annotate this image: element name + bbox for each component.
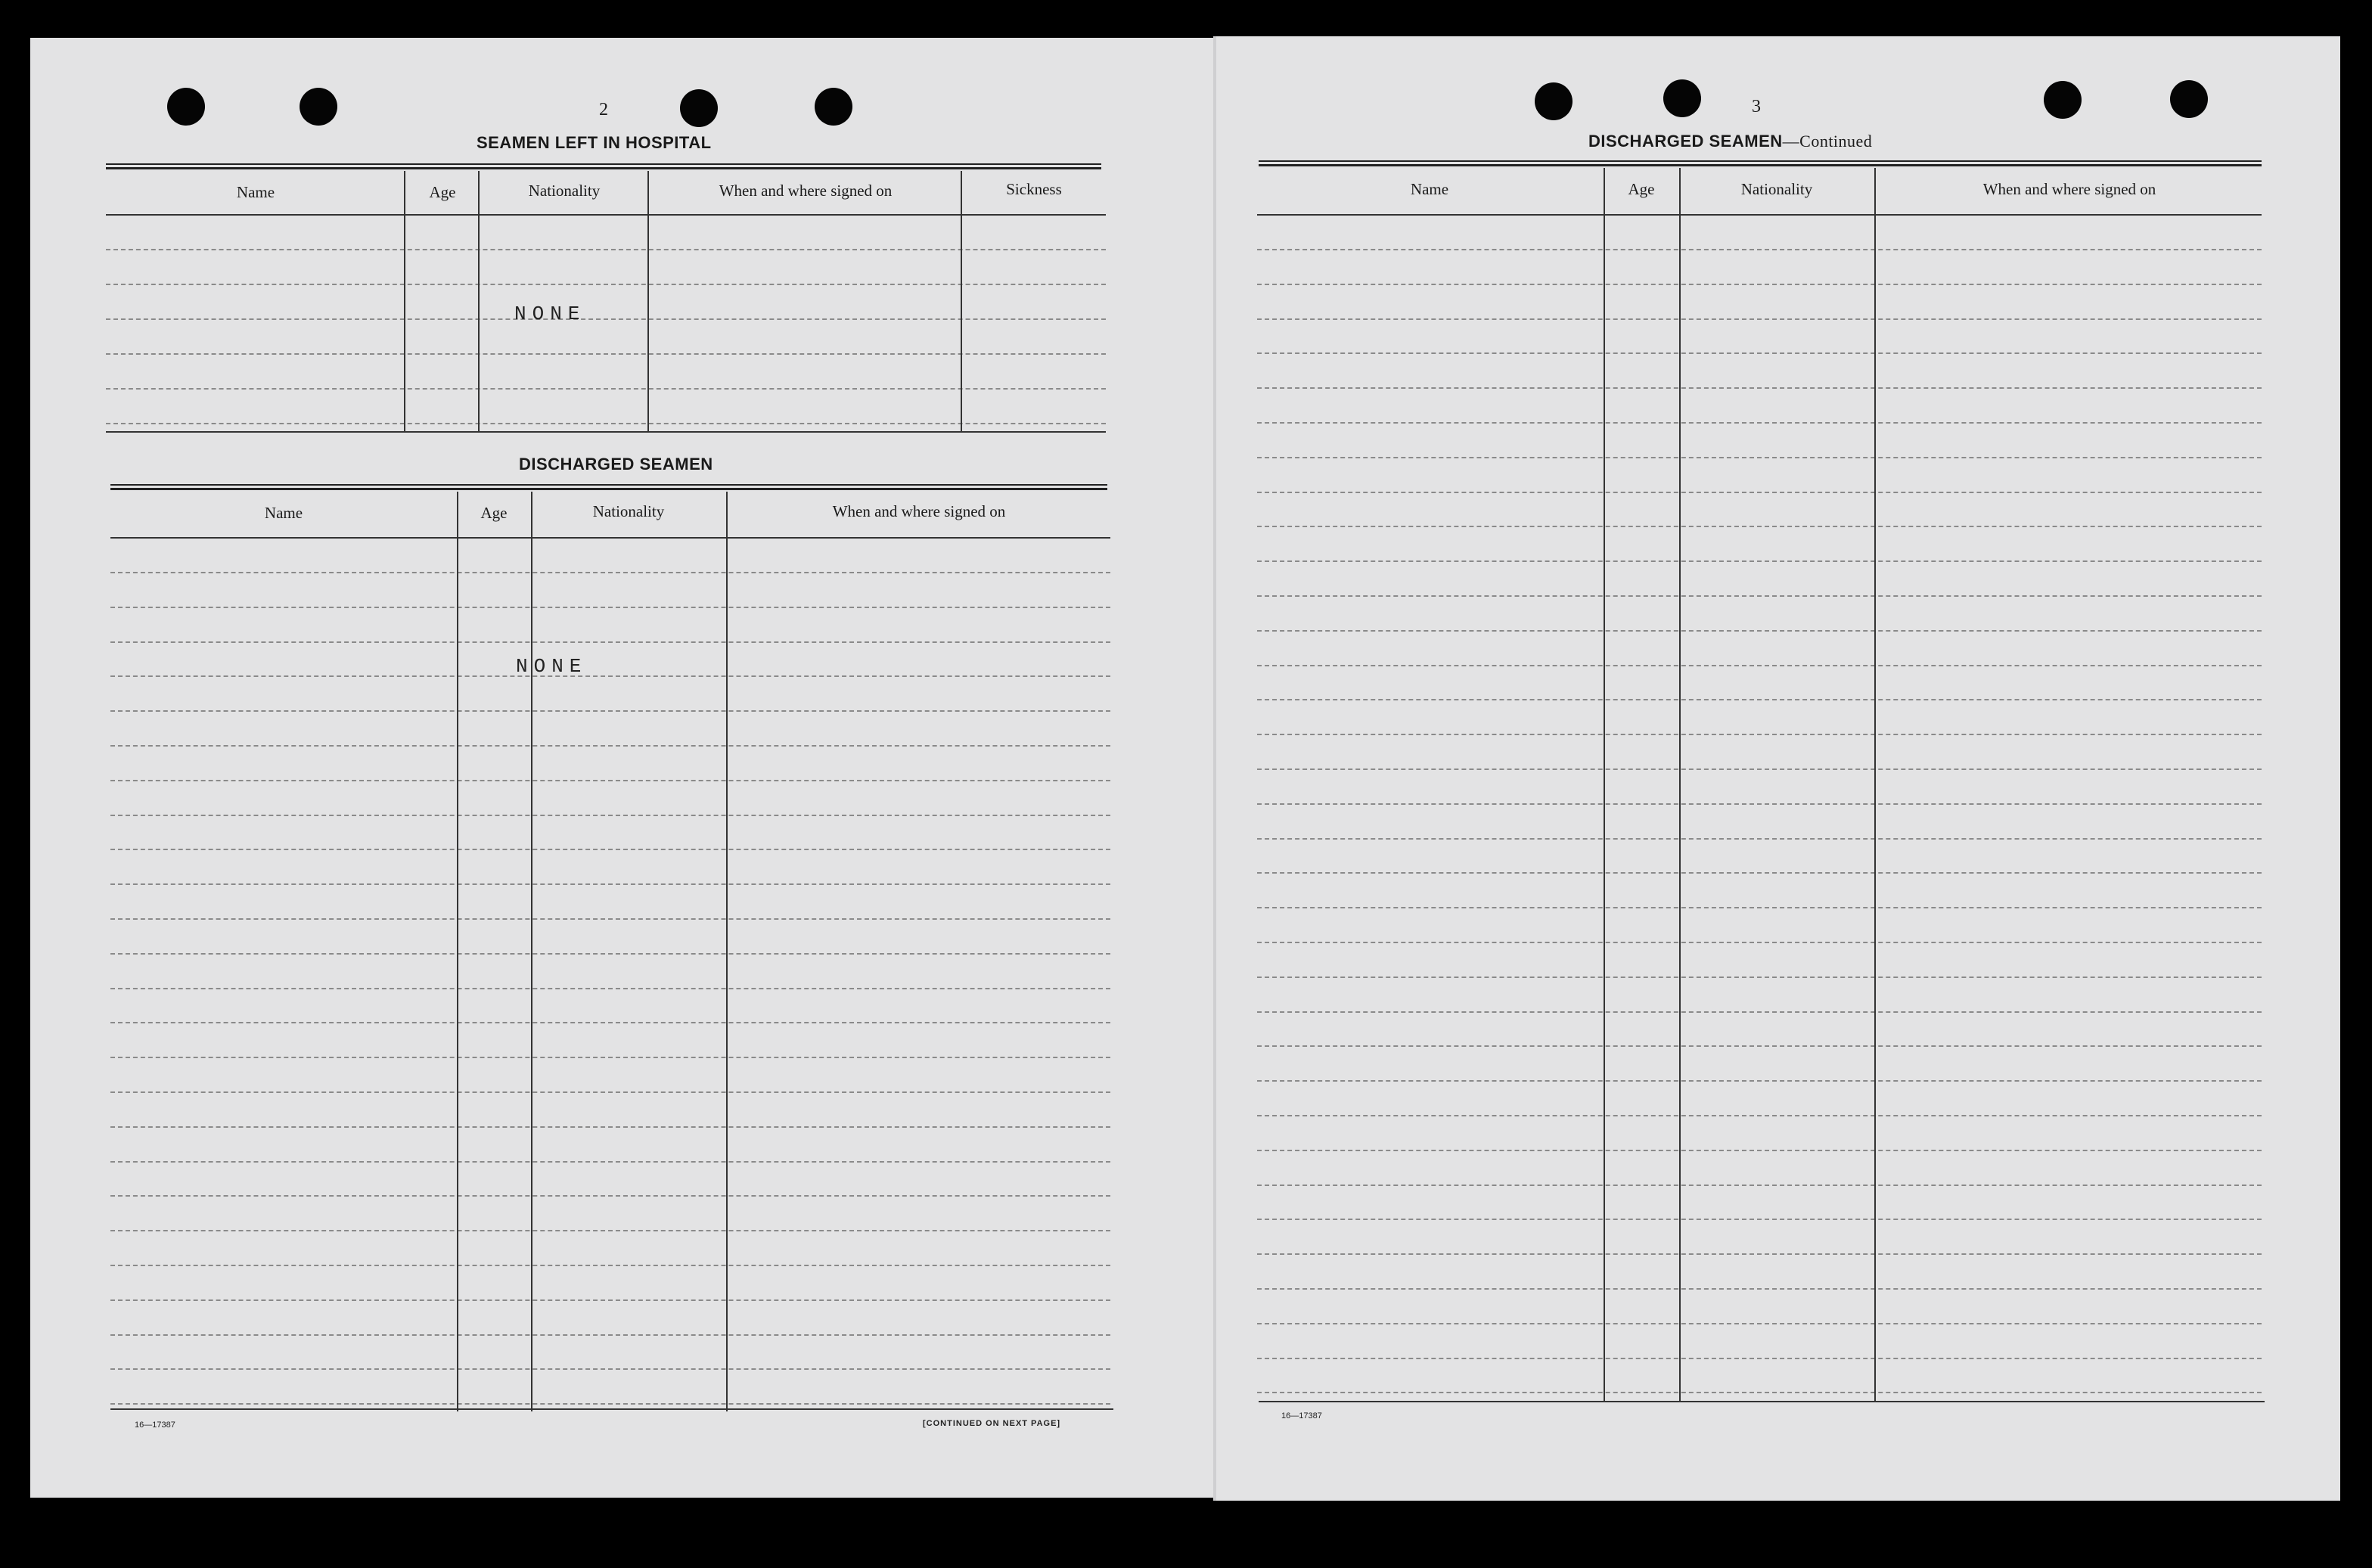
row-rule — [1257, 630, 2262, 632]
row-rule — [1257, 768, 2262, 770]
col-header-sickness: Sickness — [1006, 180, 1062, 198]
row-rule — [110, 745, 1110, 747]
form-number: 16—17387 — [1281, 1411, 1322, 1421]
row-rule — [110, 1368, 1110, 1370]
col-header-nationality: Nationality — [528, 182, 601, 200]
punch-hole — [2044, 81, 2082, 119]
table-rule — [110, 484, 1107, 486]
col-header-age: Age — [429, 183, 456, 201]
row-rule — [110, 815, 1110, 816]
col-header-signed-on: When and where signed on — [1982, 180, 2156, 198]
row-rule — [1257, 977, 2262, 978]
row-rule — [1257, 1185, 2262, 1186]
row-rule — [1257, 734, 2262, 735]
left-page — [30, 38, 1215, 1498]
section-title-discharged: DISCHARGED SEAMEN — [519, 455, 713, 474]
row-rule — [1257, 1080, 2262, 1082]
column-divider — [457, 492, 458, 1411]
row-rule — [106, 353, 1106, 355]
row-rule — [110, 1091, 1110, 1093]
row-rule — [1257, 1219, 2262, 1220]
row-rule — [1257, 352, 2262, 354]
section-title: DISCHARGED SEAMEN — [1588, 132, 1783, 151]
row-rule — [1257, 595, 2262, 597]
row-rule — [110, 883, 1110, 885]
column-divider — [961, 171, 962, 431]
row-rule — [1257, 560, 2262, 562]
row-rule — [110, 988, 1110, 989]
row-rule — [110, 607, 1110, 608]
column-divider — [1679, 168, 1681, 1401]
punch-hole — [1663, 79, 1701, 117]
row-rule — [110, 1057, 1110, 1058]
row-rule — [1257, 942, 2262, 943]
column-divider — [531, 492, 532, 1411]
col-header-age: Age — [1628, 180, 1655, 198]
row-rule — [110, 1022, 1110, 1023]
form-number: 16—17387 — [135, 1421, 175, 1430]
row-rule — [1257, 1323, 2262, 1324]
col-header-name: Name — [264, 504, 303, 522]
column-divider — [1604, 168, 1605, 1401]
row-rule — [110, 1195, 1110, 1197]
row-rule — [1257, 872, 2262, 874]
row-rule — [1257, 318, 2262, 320]
row-rule — [1257, 249, 2262, 250]
row-rule — [106, 388, 1106, 390]
col-header-name: Name — [1410, 180, 1449, 198]
row-rule — [1257, 1011, 2262, 1013]
row-rule — [1257, 838, 2262, 840]
row-rule — [110, 1265, 1110, 1266]
col-header-nationality: Nationality — [592, 502, 665, 520]
row-rule — [110, 1403, 1110, 1405]
row-rule — [110, 572, 1110, 573]
row-rule — [110, 675, 1110, 677]
header-rule — [110, 537, 1110, 539]
table-bottom-rule — [1259, 1401, 2265, 1402]
row-rule — [110, 953, 1110, 955]
row-rule — [1257, 665, 2262, 666]
punch-hole — [815, 88, 852, 126]
row-rule — [1257, 1115, 2262, 1116]
row-rule — [1257, 1358, 2262, 1359]
typed-entry-none: NONE — [516, 655, 588, 678]
row-rule — [1257, 526, 2262, 527]
column-divider — [647, 171, 649, 431]
page-fold — [1213, 36, 1216, 1501]
row-rule — [110, 710, 1110, 712]
row-rule — [1257, 492, 2262, 493]
row-rule — [106, 249, 1106, 250]
punch-hole — [300, 88, 337, 126]
row-rule — [1257, 1150, 2262, 1151]
section-title-hospital: SEAMEN LEFT IN HOSPITAL — [477, 133, 712, 152]
row-rule — [1257, 907, 2262, 908]
row-rule — [110, 1126, 1110, 1128]
row-rule — [110, 1230, 1110, 1231]
table-rule — [1259, 160, 2262, 162]
row-rule — [1257, 803, 2262, 805]
row-rule — [1257, 387, 2262, 389]
row-rule — [1257, 699, 2262, 700]
row-rule — [110, 1161, 1110, 1163]
row-rule — [106, 284, 1106, 285]
row-rule — [1257, 422, 2262, 424]
page-number: 3 — [1752, 97, 1761, 116]
section-title-suffix: —Continued — [1782, 132, 1873, 151]
column-divider — [1874, 168, 1876, 1401]
row-rule — [1257, 1288, 2262, 1290]
punch-hole — [680, 89, 718, 127]
col-header-name: Name — [236, 183, 275, 201]
col-header-age: Age — [480, 504, 508, 522]
table-bottom-rule — [110, 1408, 1113, 1410]
typed-entry-none: NONE — [514, 303, 586, 325]
row-rule — [1257, 1253, 2262, 1255]
row-rule — [110, 1299, 1110, 1301]
header-rule — [1257, 214, 2262, 216]
row-rule — [110, 918, 1110, 920]
row-rule — [106, 423, 1106, 424]
col-header-signed-on: When and where signed on — [832, 502, 1006, 520]
row-rule — [110, 849, 1110, 850]
column-divider — [726, 492, 728, 1411]
punch-hole — [1535, 82, 1573, 120]
punch-hole — [167, 88, 205, 126]
row-rule — [106, 318, 1106, 320]
row-rule — [1257, 1392, 2262, 1393]
row-rule — [110, 1334, 1110, 1336]
row-rule — [110, 780, 1110, 781]
table-rule — [106, 163, 1101, 165]
header-rule — [106, 214, 1106, 216]
punch-hole — [2170, 80, 2208, 118]
row-rule — [1257, 457, 2262, 458]
table-bottom-rule — [106, 431, 1106, 433]
row-rule — [1257, 1045, 2262, 1047]
continued-note: [CONTINUED ON NEXT PAGE] — [923, 1419, 1061, 1428]
column-divider — [404, 171, 405, 431]
column-divider — [478, 171, 480, 431]
page-number: 2 — [599, 100, 608, 120]
row-rule — [1257, 284, 2262, 285]
row-rule — [110, 641, 1110, 643]
col-header-nationality: Nationality — [1740, 180, 1813, 198]
section-title-discharged-continued — [1588, 132, 1872, 151]
col-header-signed-on: When and where signed on — [719, 182, 893, 200]
